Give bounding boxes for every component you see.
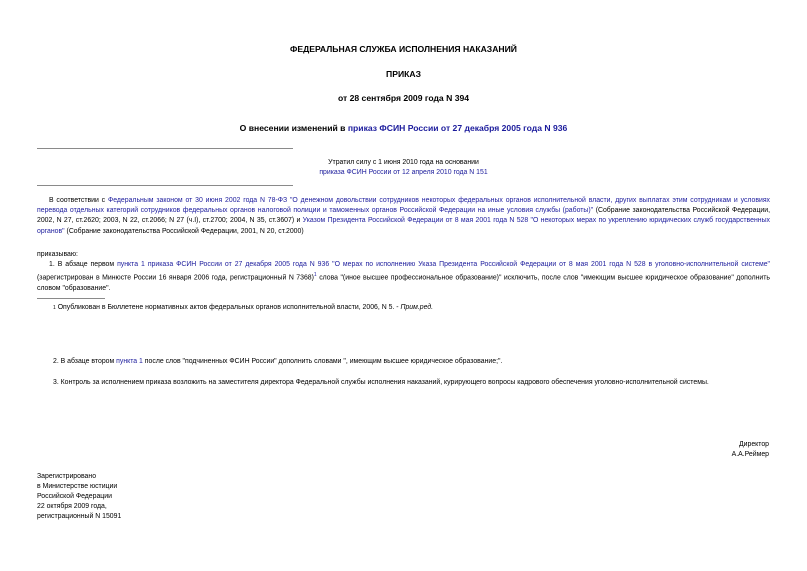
footnote-mark: 1	[53, 305, 56, 311]
divider-bottom	[37, 185, 293, 186]
subject-prefix: О внесении изменений в	[239, 123, 348, 133]
doc-date-number: от 28 сентября 2009 года N 394	[337, 93, 470, 103]
doc-subject	[0, 123, 807, 133]
signature-name: А.А.Реймер	[731, 451, 769, 458]
signature-position: Директор	[738, 441, 769, 448]
subject-link[interactable]: приказ ФСИН России от 27 декабря 2005 года N 936	[347, 123, 568, 133]
preamble-text-2: (Собрание законодательства Российской Федерации, 2002, N 27, ст.2620; 2003, N 22, ст.2066; N 27 (ч.I), ст.2700; 2004, N 35, ст.3607) и	[37, 207, 770, 225]
preamble-text-1: В соответствии с	[49, 197, 108, 204]
item-3-paragraph: 3. Контроль за исполнением приказа возложить на заместителя директора Федеральной службы исполнения наказаний, курирующего вопросы кадрового обеспечения уголовно-исполнительной системы.	[53, 379, 709, 386]
presidential-decree-link[interactable]: Указом Президента Российской Федерации от 8 мая 2001 года N 528 "О некоторых мерах по укреплению юридических служб государственных органов"	[37, 217, 770, 235]
order-word: приказываю:	[37, 251, 78, 258]
signature-block	[500, 440, 769, 460]
registration-line-2: в Министерстве юстиции	[37, 483, 118, 490]
footnote-divider	[37, 298, 105, 299]
footnote	[53, 303, 770, 313]
item-2-text-2: после слов "подчиненных ФСИН России" дополнить словами ", имеющим высшее юридическое образование;".	[142, 358, 503, 365]
item-2-paragraph	[41, 357, 770, 367]
footnote-editor-note: Прим.ред.	[400, 304, 434, 311]
registration-line-1: Зарегистрировано	[37, 473, 97, 480]
preamble-text-3: (Собрание законодательства Российской Федерации, 2001, N 20, ст.2000)	[64, 227, 304, 235]
footnote-text: Опубликован в Бюллетене нормативных актов федеральных органов исполнительной власти, 2006, N 5. -	[55, 304, 401, 311]
status-note-line1: Утратил силу с 1 июня 2010 года на основании	[328, 159, 479, 166]
item-1-text-1: 1. В абзаце первом	[49, 261, 118, 268]
registration-block	[37, 472, 121, 522]
item-1-paragraph	[37, 260, 770, 294]
item-1-text-2: (зарегистрирован в Минюсте России 16 января 2006 года, регистрационный N 7368)	[37, 274, 314, 282]
registration-line-4: 22 октября 2009 года,	[37, 503, 107, 510]
item-2-text-1: 2. В абзаце втором	[53, 358, 117, 365]
doc-type: ПРИКАЗ	[386, 69, 421, 79]
federal-law-link[interactable]: Федеральным законом от 30 июня 2002 года N 78-ФЗ "О денежном довольствии сотрудников некоторых федеральных органов исполнительной власти, других выплатах этим сотрудникам и условиях перевода отдельных категорий сотрудников федеральных органов налоговой полиции и таможенных органов Российской Федерации на иные условия службы (работы)"	[37, 197, 771, 215]
status-note-link[interactable]: приказа ФСИН России от 12 апреля 2010 года N 151	[319, 169, 488, 176]
item-2-link[interactable]: пункта 1	[116, 358, 143, 365]
footnote-ref[interactable]: 1	[313, 272, 317, 279]
item-1-text-3: слова "(иное высшее профессиональное образование)" исключить, после слов "имеющим высшее юридическое образование" дополнить словом "образование".	[37, 274, 770, 292]
registration-line-3: Российской Федерации	[37, 493, 112, 500]
registration-line-5: регистрационный N 15091	[37, 513, 122, 520]
preamble-paragraph	[37, 196, 770, 237]
divider-top	[37, 148, 293, 149]
agency-name: ФЕДЕРАЛЬНАЯ СЛУЖБА ИСПОЛНЕНИЯ НАКАЗАНИЙ	[290, 44, 517, 54]
item-1-order-link[interactable]: пункта 1 приказа ФСИН России от 27 декабря 2005 года N 936 "О мерах по исполнению Указа Президента Российской Федерации от 8 мая 2001 года N 528 в уголовно-исполнительной системе"	[117, 261, 770, 268]
